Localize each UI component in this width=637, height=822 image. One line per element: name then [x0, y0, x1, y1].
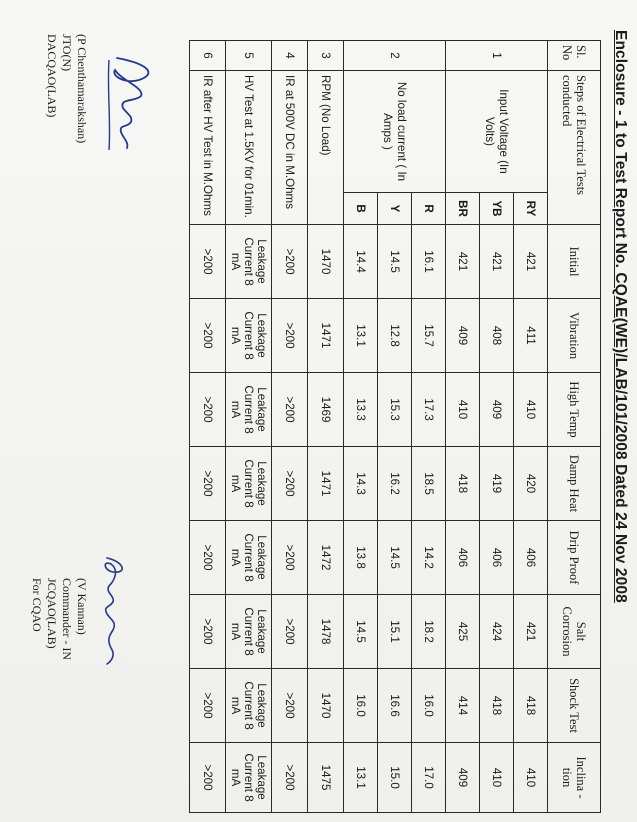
signature-right: [87, 552, 137, 682]
value-cell: >200: [190, 595, 226, 669]
value-cell: 421: [480, 225, 514, 299]
value-cell: 409: [480, 373, 514, 447]
header-col: Vibration: [548, 299, 601, 373]
test-results-table: [189, 40, 601, 813]
row-number: 3: [308, 41, 344, 71]
signatory-right-name: (V Kannan): [75, 578, 89, 635]
value-cell: 408: [480, 299, 514, 373]
row-label: IR after HV Test in M.Ohms: [190, 71, 226, 225]
header-col: Damp Heat: [548, 447, 601, 521]
value-cell: Leakage Current 8 mA: [226, 447, 272, 521]
row-number: 6: [190, 41, 226, 71]
value-cell: 14.3: [344, 447, 378, 521]
value-cell: Leakage Current 8 mA: [226, 299, 272, 373]
value-cell: 1470: [308, 669, 344, 743]
signatory-left-office: DACQAO(LAB): [45, 34, 59, 118]
value-cell: 421: [514, 225, 548, 299]
header-col: Salt Corrosion: [548, 595, 601, 669]
value-cell: 13.1: [344, 743, 378, 813]
value-cell: 424: [480, 595, 514, 669]
header-sl: Sl. No: [548, 41, 601, 71]
value-cell: 16.0: [412, 669, 446, 743]
signatory-left-name: (P Chenthamarakshan): [75, 34, 89, 144]
document-title: Enclosure - 1 to Test Report No. CQAE(WE)/LAB/101/2008 Dated 24 Nov 2008: [612, 30, 629, 603]
value-cell: 406: [514, 521, 548, 595]
table-row: [272, 41, 308, 813]
value-cell: 15.7: [412, 299, 446, 373]
row-number: 2: [344, 41, 446, 71]
row-sub-label: YB: [480, 193, 514, 225]
header-col: Shock Test: [548, 669, 601, 743]
value-cell: 406: [446, 521, 480, 595]
header-col: High Temp: [548, 373, 601, 447]
value-cell: >200: [272, 595, 308, 669]
value-cell: 18.5: [412, 447, 446, 521]
value-cell: 1475: [308, 743, 344, 813]
value-cell: 17.3: [412, 373, 446, 447]
value-cell: 14.5: [378, 521, 412, 595]
value-cell: 1478: [308, 595, 344, 669]
row-sub-label: BR: [446, 193, 480, 225]
value-cell: >200: [190, 743, 226, 813]
signature-left: [89, 50, 169, 170]
value-cell: Leakage Current 8 mA: [226, 669, 272, 743]
value-cell: 410: [514, 743, 548, 813]
table-row: [308, 41, 344, 813]
table-row: [190, 41, 226, 813]
value-cell: 419: [480, 447, 514, 521]
value-cell: 421: [514, 595, 548, 669]
table-body: [190, 41, 601, 813]
signatory-right-rank: Commander - IN: [60, 578, 74, 660]
value-cell: 16.2: [378, 447, 412, 521]
row-label: No load current ( In Amps ): [344, 71, 446, 193]
value-cell: 1471: [308, 299, 344, 373]
value-cell: 420: [514, 447, 548, 521]
value-cell: 1470: [308, 225, 344, 299]
value-cell: 14.5: [378, 225, 412, 299]
value-cell: >200: [272, 743, 308, 813]
value-cell: 1469: [308, 373, 344, 447]
value-cell: 14.5: [344, 595, 378, 669]
value-cell: 13.8: [344, 521, 378, 595]
header-row: [548, 41, 601, 813]
value-cell: 1472: [308, 521, 344, 595]
row-number: 4: [272, 41, 308, 71]
value-cell: >200: [190, 225, 226, 299]
header-col: Drip Proof: [548, 521, 601, 595]
row-label: IR at 500V DC in M.Ohms: [272, 71, 308, 225]
value-cell: 16.1: [412, 225, 446, 299]
table-row: [412, 41, 446, 813]
header-steps: Steps of Electrical Tests conducted: [548, 71, 601, 225]
row-sub-label: Y: [378, 193, 412, 225]
signatory-left: [44, 34, 89, 214]
signatory-left-rank: JTO(N): [60, 34, 74, 72]
value-cell: 18.2: [412, 595, 446, 669]
signatory-right-for: For CQAO: [30, 578, 44, 632]
value-cell: >200: [272, 373, 308, 447]
value-cell: 1471: [308, 447, 344, 521]
value-cell: >200: [190, 299, 226, 373]
value-cell: 410: [514, 373, 548, 447]
value-cell: 15.0: [378, 743, 412, 813]
row-number: 1: [446, 41, 548, 71]
signatory-right-office: JCQAO(LAB): [45, 578, 59, 649]
value-cell: 409: [446, 743, 480, 813]
value-cell: 15.1: [378, 595, 412, 669]
value-cell: 13.1: [344, 299, 378, 373]
value-cell: 418: [446, 447, 480, 521]
row-sub-label: RY: [514, 193, 548, 225]
table-row: [226, 41, 272, 813]
signatory-right: [29, 578, 89, 758]
value-cell: 409: [446, 299, 480, 373]
row-sub-label: B: [344, 193, 378, 225]
value-cell: Leakage Current 8 mA: [226, 521, 272, 595]
value-cell: >200: [272, 521, 308, 595]
value-cell: >200: [272, 225, 308, 299]
value-cell: >200: [190, 447, 226, 521]
row-label: Input Voltage (In Volts): [446, 71, 548, 193]
value-cell: 17.0: [412, 743, 446, 813]
header-col: Initial: [548, 225, 601, 299]
value-cell: >200: [272, 669, 308, 743]
value-cell: 418: [514, 669, 548, 743]
value-cell: >200: [272, 447, 308, 521]
value-cell: 410: [446, 373, 480, 447]
value-cell: Leakage Current 8 mA: [226, 225, 272, 299]
value-cell: 421: [446, 225, 480, 299]
value-cell: >200: [190, 373, 226, 447]
value-cell: 16.6: [378, 669, 412, 743]
row-label: HV Test at 1.5KV for 01min.: [226, 71, 272, 225]
value-cell: >200: [190, 669, 226, 743]
row-number: 5: [226, 41, 272, 71]
value-cell: 13.3: [344, 373, 378, 447]
value-cell: 14.4: [344, 225, 378, 299]
value-cell: 410: [480, 743, 514, 813]
table-row: [514, 41, 548, 813]
value-cell: Leakage Current 8 mA: [226, 743, 272, 813]
value-cell: 414: [446, 669, 480, 743]
value-cell: 418: [480, 669, 514, 743]
value-cell: 12.8: [378, 299, 412, 373]
row-label: RPM (No Load): [308, 71, 344, 225]
value-cell: Leakage Current 8 mA: [226, 595, 272, 669]
value-cell: 425: [446, 595, 480, 669]
value-cell: 406: [480, 521, 514, 595]
value-cell: 14.2: [412, 521, 446, 595]
value-cell: >200: [272, 299, 308, 373]
value-cell: Leakage Current 8 mA: [226, 373, 272, 447]
header-col: Inclina -tion: [548, 743, 601, 813]
value-cell: 411: [514, 299, 548, 373]
row-sub-label: R: [412, 193, 446, 225]
value-cell: >200: [190, 521, 226, 595]
value-cell: 16.0: [344, 669, 378, 743]
value-cell: 15.3: [378, 373, 412, 447]
